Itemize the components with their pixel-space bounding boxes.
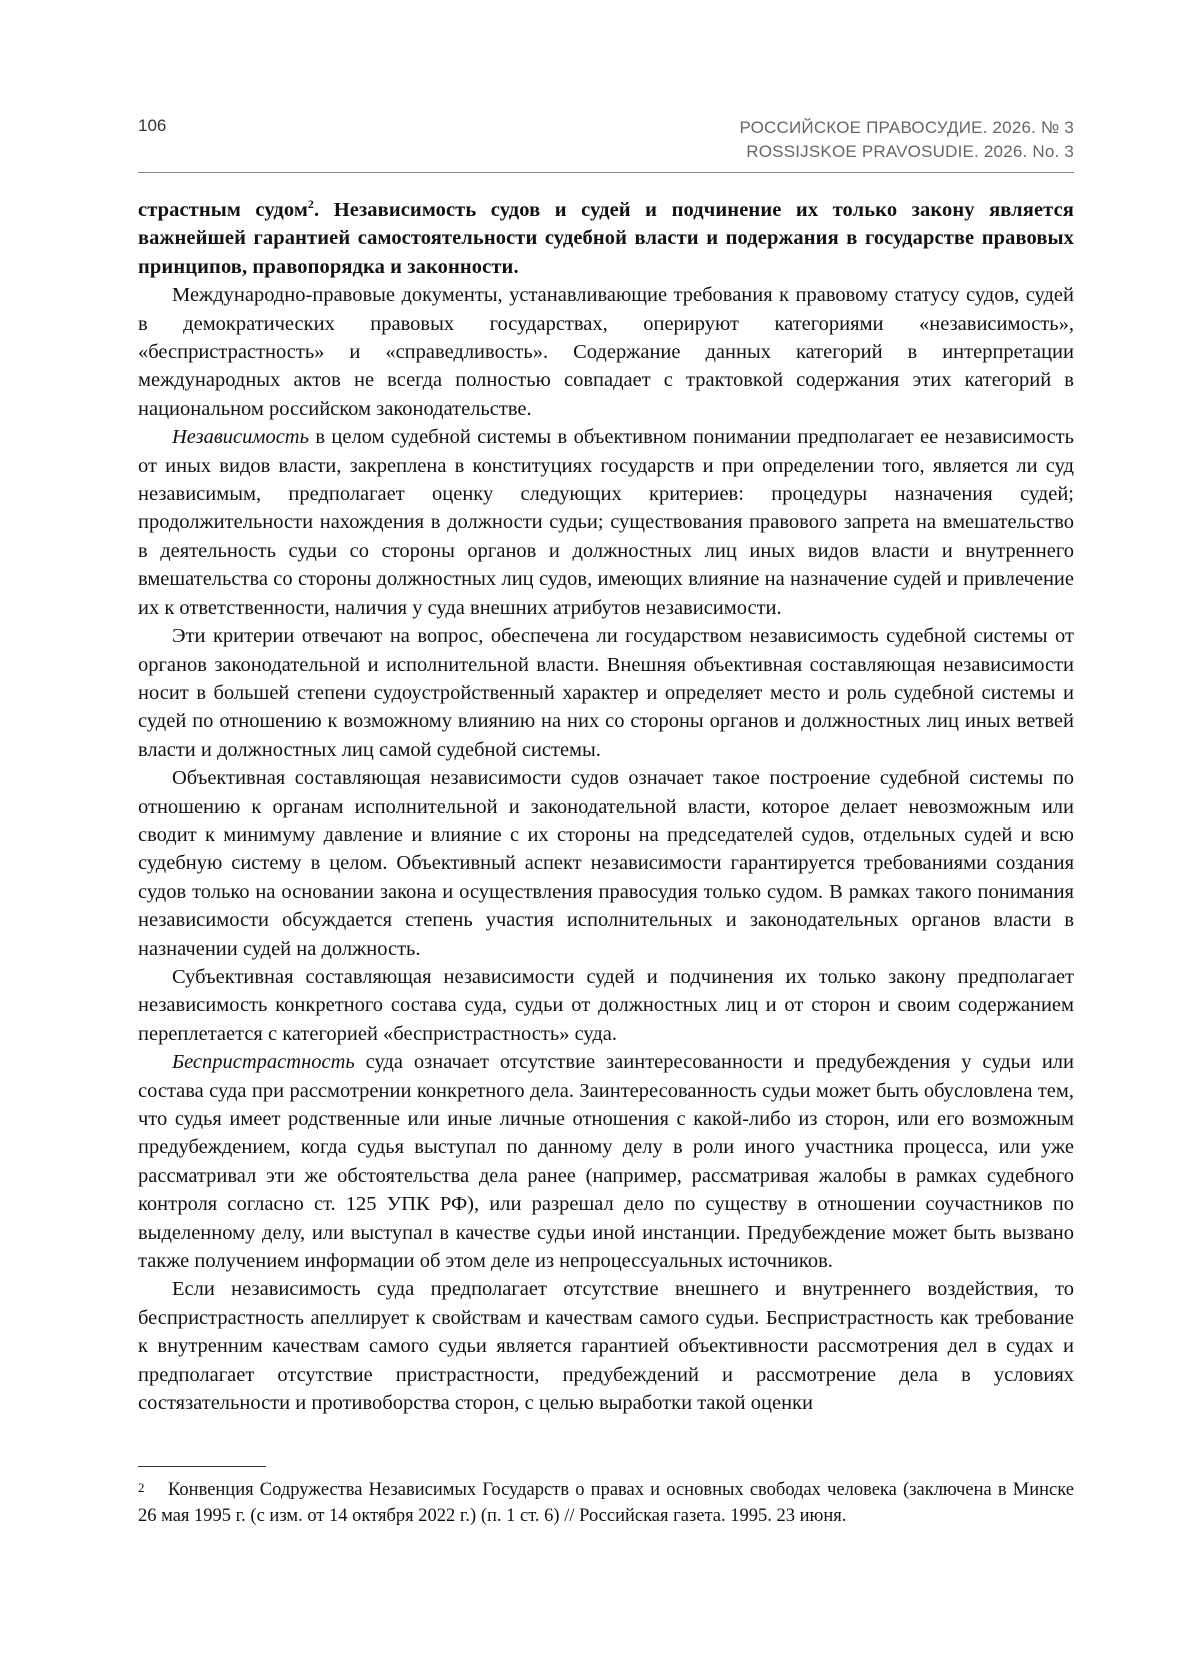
page-number: 106 (138, 116, 167, 135)
paragraph-1: Международно-правовые документы, устанавливающие требования к правовому статусу судов, судей в демократических правовых государствах, оперируют категориями «независимость», «беспристрастность» и «справедливость». Содержание данных категорий в интерпретации международных актов не всегда полностью совпадает с трактовкой содержания этих категорий в национальном российском законодательстве. (138, 284, 1074, 420)
paragraph-4: Объективная составляющая независимости судов означает такое построение судебной системы по отношению к органам исполнительной и законодательной власти, которое делает невозможным или сводит к минимуму давление и влияние с их стороны на председателей судов, отдельных судей и всю судебную систему в целом. Объективный аспект независимости гарантируется требованиями создания судов только на основании закона и осуществления правосудия только судом. В рамках такого понимания независимости обсуждается степень участия исполнительных и законодательных органов власти в назначении судей на должность. (138, 767, 1074, 960)
paragraph-3: Эти критерии отвечают на вопрос, обеспечена ли государством независимость судебной системы от органов законодательной и исполнительной власти. Внешняя объективная составляющая независимости носит в большей степени судоустройственный характер и определяет место и роль судебной системы и судей по отношению к возможному влиянию на них со стороны органов и должностных лиц иных ветвей власти и должностных лиц самой судебной системы. (138, 625, 1074, 761)
lead-paragraph (138, 196, 1074, 281)
paragraph-7: Если независимость суда предполагает отсутствие внешнего и внутреннего воздействия, то беспристрастность апеллирует к свойствам и качествам самого судьи. Беспристрастность как требование к внутренним качествам самого судьи является гарантией объективности рассмотрения дел в судах и предполагает отсутствие пристрастности, предубеждений и рассмотрение дела в условиях состязательности и противоборства сторон, с целью выработки такой оценки (138, 1278, 1074, 1415)
paragraph-2-text: в целом судебной системы в объективном понимании предполагает ее независимость от иных видов власти, закреплена в конституциях государств и при определении того, является ли суд независимым, предполагает оценку следующих критериев: процедуры назначения судей; продолжительности нахождения в должности судьи; существования правового запрета на вмешательство в деятельность судьи со стороны органов и должностных лиц иных видов власти и внутреннего вмешательства со стороны должностных лиц судов, имеющих влияние на назначение судей и привлечение их к ответственности, наличия у суда внешних атрибутов независимости. (138, 426, 1074, 619)
journal-title-en: ROSSIJSKOE PRAVOSUDIE. 2026. No. 3 (746, 142, 1074, 161)
paragraph-6-text: суда означает отсутствие заинтересованности и предубеждения у судьи или состава суда при рассмотрении конкретного дела. Заинтересованность судьи может быть обусловлена тем, что судья имеет родственные или иные личные отношения с какой-либо из сторон, или его возможным предубеждением, когда судья выступал по данному делу в роли иного участника процесса, или уже рассматривал эти же обстоятельства дела ранее (например, рассматривая жалобы в рамках судебного контроля согласно ст. 125 УПК РФ), или разрешал дело по существу в отношении соучастников по выделенному делу, или выступал в качестве судьи иной инстанции. Предубеждение может быть вызвано также получением информации об этом деле из непроцессуальных источников. (138, 1051, 1074, 1273)
header-divider (138, 172, 1074, 173)
footnote (138, 1478, 1074, 1529)
lead-text-start: страстным судом (138, 199, 308, 221)
running-header (138, 116, 1074, 172)
footnote-reference: 2 (307, 197, 314, 212)
footnote-number: 2 (138, 1480, 145, 1495)
paragraph-5: Субъективная составляющая независимости судей и подчинения их только закону предполагает независимость конкретного состава суда, судьи от должностных лиц и от сторон и своим содержанием переплетается с категорией «беспристрастность» суда. (138, 965, 1074, 1045)
journal-title (739, 116, 1074, 164)
lead-text-rest: . Независимость судов и судей и подчинение их только закону является важнейшей гарантией самостоятельности судебной власти и подержания в государстве правовых принципов, правопорядка и законности. (138, 199, 1074, 278)
term-impartiality: Беспристрастность (172, 1051, 355, 1074)
footnote-divider (138, 1466, 266, 1467)
article-body (138, 196, 1074, 1417)
paragraph-2 (138, 423, 1074, 622)
journal-title-ru: РОССИЙСКОЕ ПРАВОСУДИЕ. 2026. № 3 (739, 118, 1074, 137)
paragraph-6 (138, 1048, 1074, 1275)
term-independence: Независимость (172, 426, 309, 449)
footnote-text: Конвенция Содружества Независимых Государств о правах и основных свободах человека (заключена в Минске 26 мая 1995 г. (с изм. от 14 октября 2022 г.) (п. 1 ст. 6) // Российская газета. 1995. 23 июня. (138, 1480, 1074, 1526)
